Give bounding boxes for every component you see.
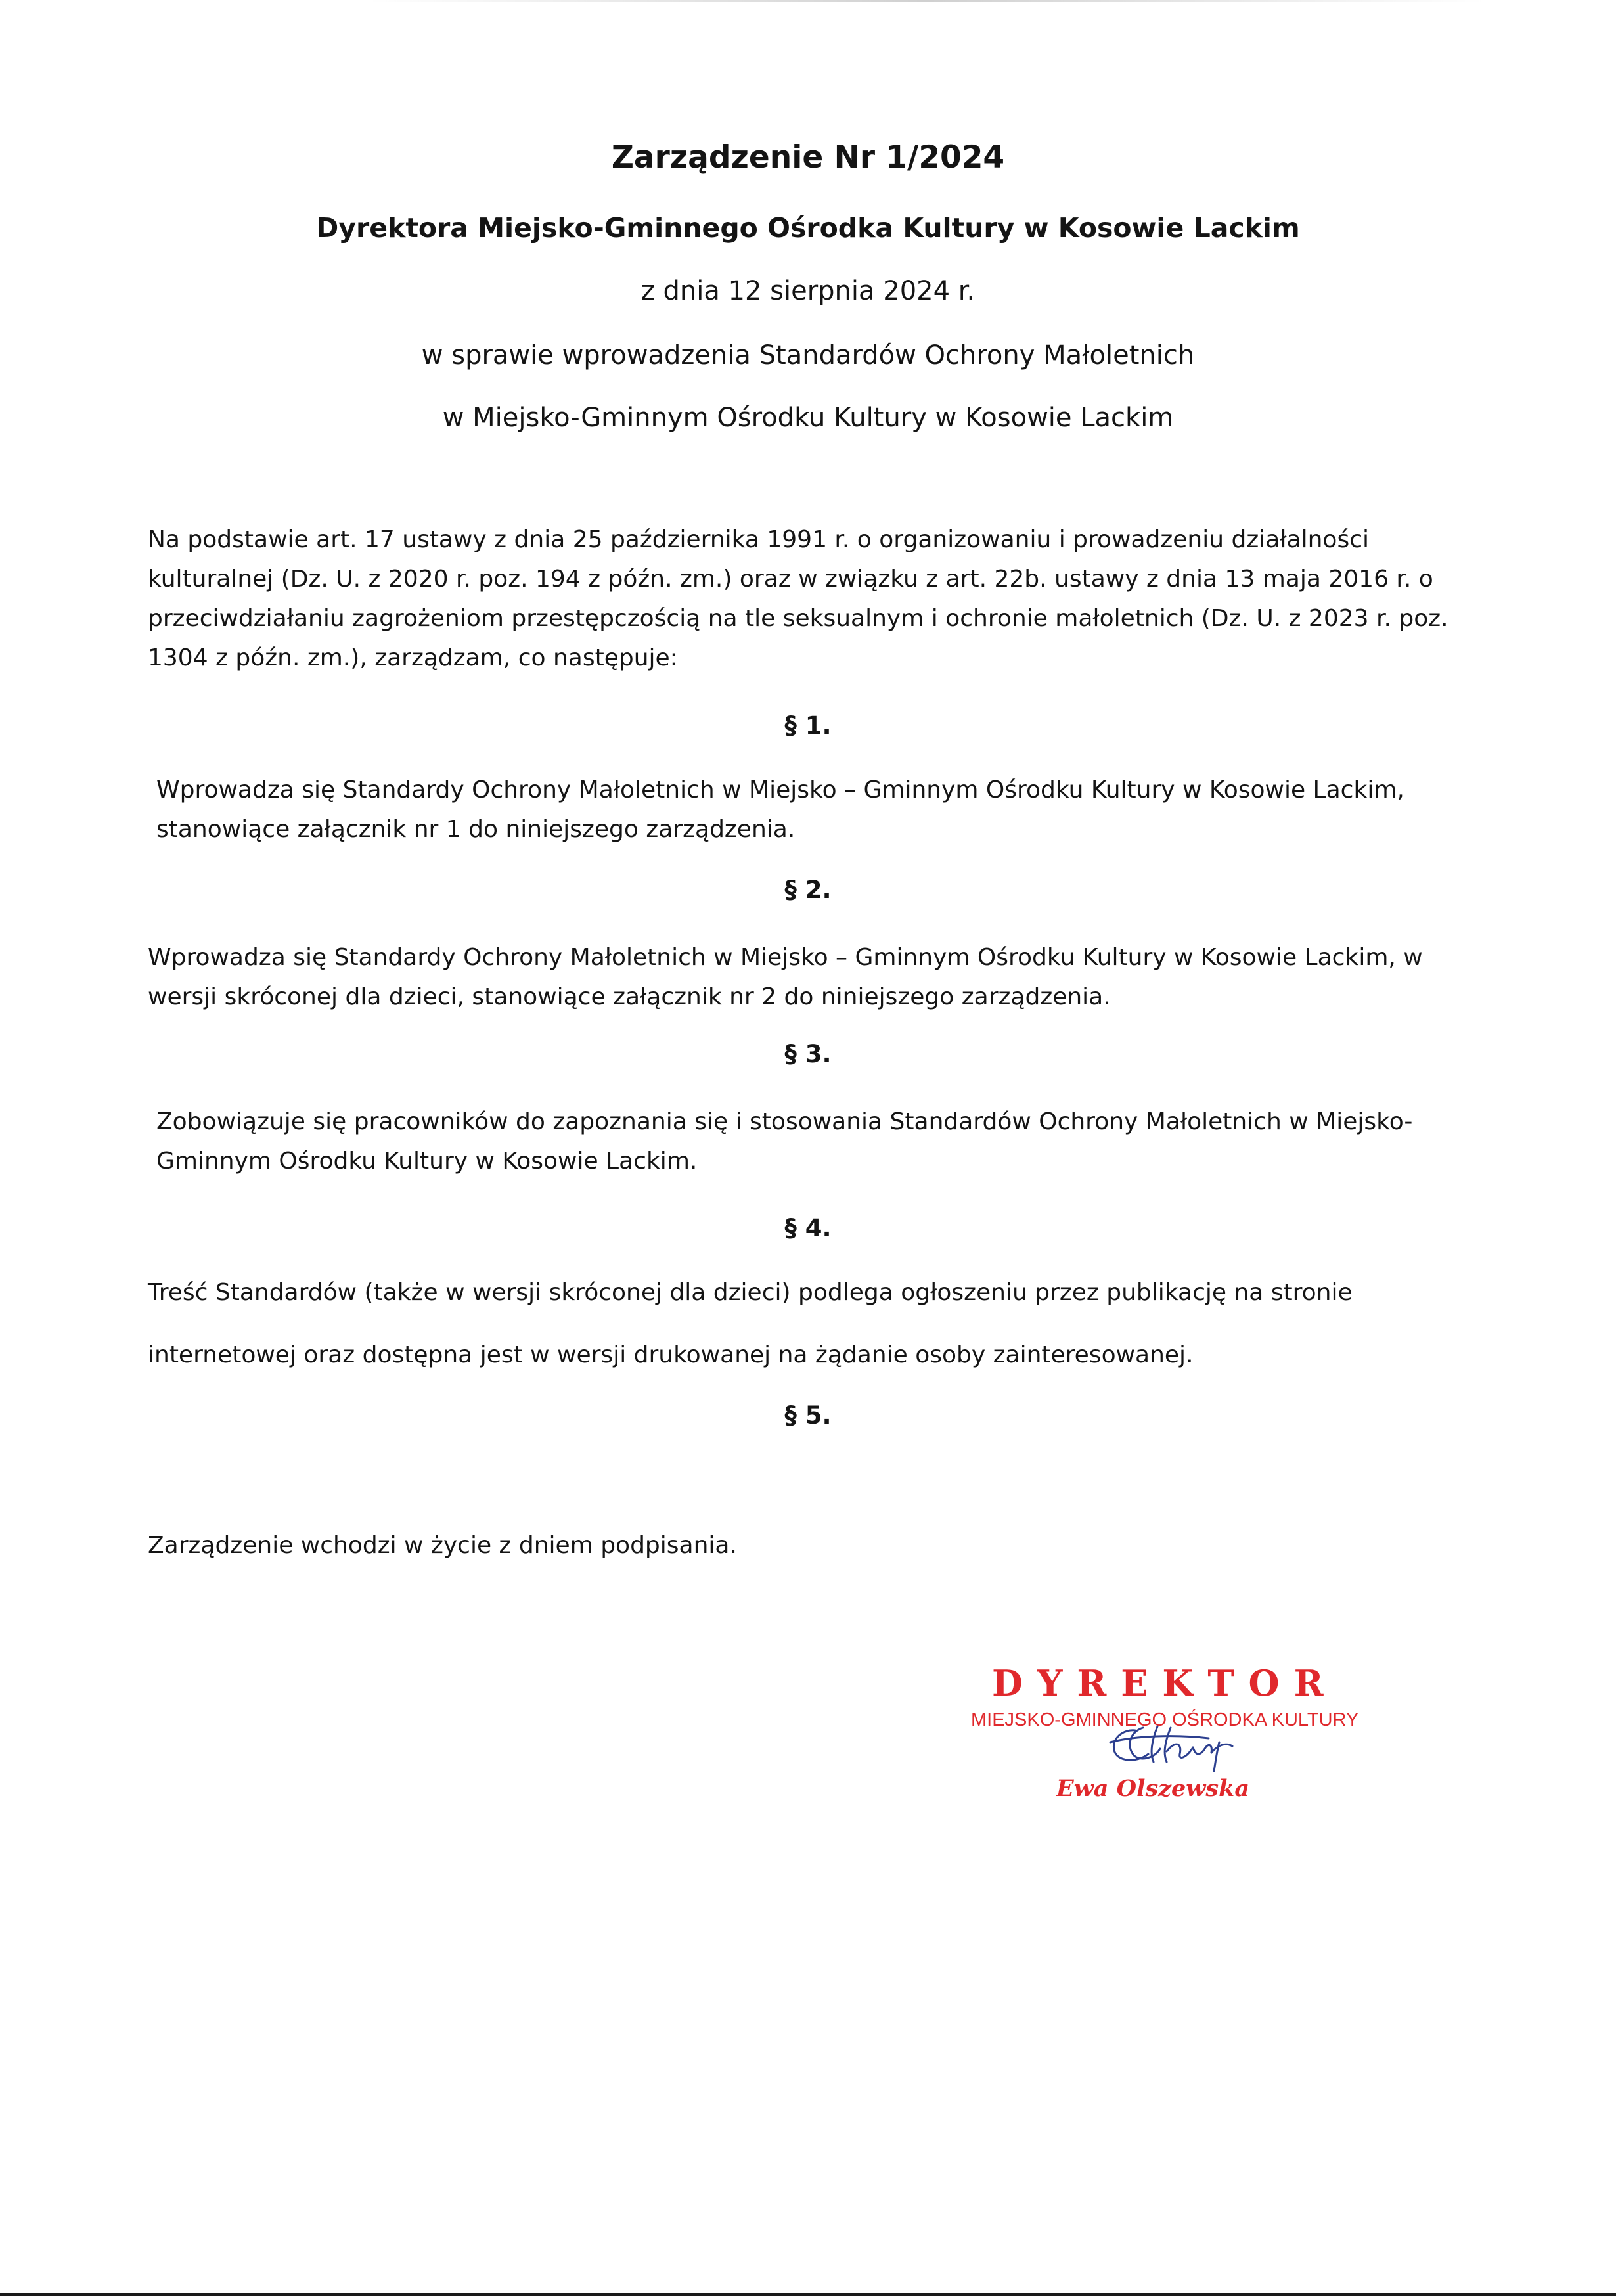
document-subject-line-2: w Miejsko-Gminnym Ośrodku Kultury w Kosowie Lackim [442, 403, 1174, 433]
legal-basis-paragraph: Na podstawie art. 17 ustawy z dnia 25 października 1991 r. o organizowaniu i prowadzeniu działalności kulturalnej (Dz. U. z 2020 r. poz. 194 z późn. zm.) oraz w związku z art. 22b. ustawy z dnia 13 maja 2016 r. o przeciwdziałaniu zagrożeniom przestępczością na tle seksualnym i ochronie małoletnich (Dz. U. z 2023 r. poz. 1304 z późn. zm.), zarządzam, co następuje: [148, 526, 1448, 671]
stamp-organization: MIEJSKO-GMINNEGO OŚRODKA KULTURY [971, 1709, 1359, 1730]
scan-bottom-edge [0, 2293, 1616, 2296]
director-stamp [946, 1662, 1359, 1826]
section-3-text: Zobowiązuje się pracowników do zapoznania się i stosowania Standardów Ochrony Małoletnich w Miejsko-Gminnym Ośrodku Kultury w Kosowie Lackim. [156, 1108, 1413, 1175]
document-subject-line-1: w sprawie wprowadzenia Standardów Ochrony Małoletnich [421, 340, 1195, 371]
document-title: Zarządzenie Nr 1/2024 [611, 139, 1005, 175]
scan-top-edge [368, 0, 1485, 2]
section-4-text-line-1: Treść Standardów (także w wersji skróconej dla dzieci) podlega ogłoszeniu przez publikację na stronie [148, 1279, 1353, 1306]
section-2-mark: § 2. [784, 876, 832, 904]
section-5-mark: § 5. [784, 1401, 832, 1429]
section-5-text: Zarządzenie wchodzi w życie z dniem podpisania. [148, 1532, 737, 1559]
section-4-text-line-2: internetowej oraz dostępna jest w wersji drukowanej na żądanie osoby zainteresowanej. [148, 1341, 1194, 1368]
document-date: z dnia 12 sierpnia 2024 r. [640, 276, 976, 306]
stamp-title: DYREKTOR [992, 1662, 1338, 1704]
document-issuer: Dyrektora Miejsko-Gminnego Ośrodka Kultury w Kosowie Lackim [316, 212, 1300, 244]
section-2-text: Wprowadza się Standardy Ochrony Małoletnich w Miejsko – Gminnym Ośrodku Kultury w Kosowie Lackim, w wersji skróconej dla dzieci, stanowiące załącznik nr 2 do niniejszego zarządzenia. [148, 944, 1423, 1010]
section-3-mark: § 3. [784, 1040, 832, 1068]
section-1-mark: § 1. [784, 711, 832, 740]
section-1-text: Wprowadza się Standardy Ochrony Małoletnich w Miejsko – Gminnym Ośrodku Kultury w Kosowie Lackim, stanowiące załącznik nr 1 do niniejszego zarządzenia. [156, 777, 1404, 843]
stamp-name: Ewa Olszewska [1056, 1775, 1250, 1802]
handwritten-signature [1097, 1716, 1255, 1775]
section-4-mark: § 4. [784, 1214, 832, 1242]
